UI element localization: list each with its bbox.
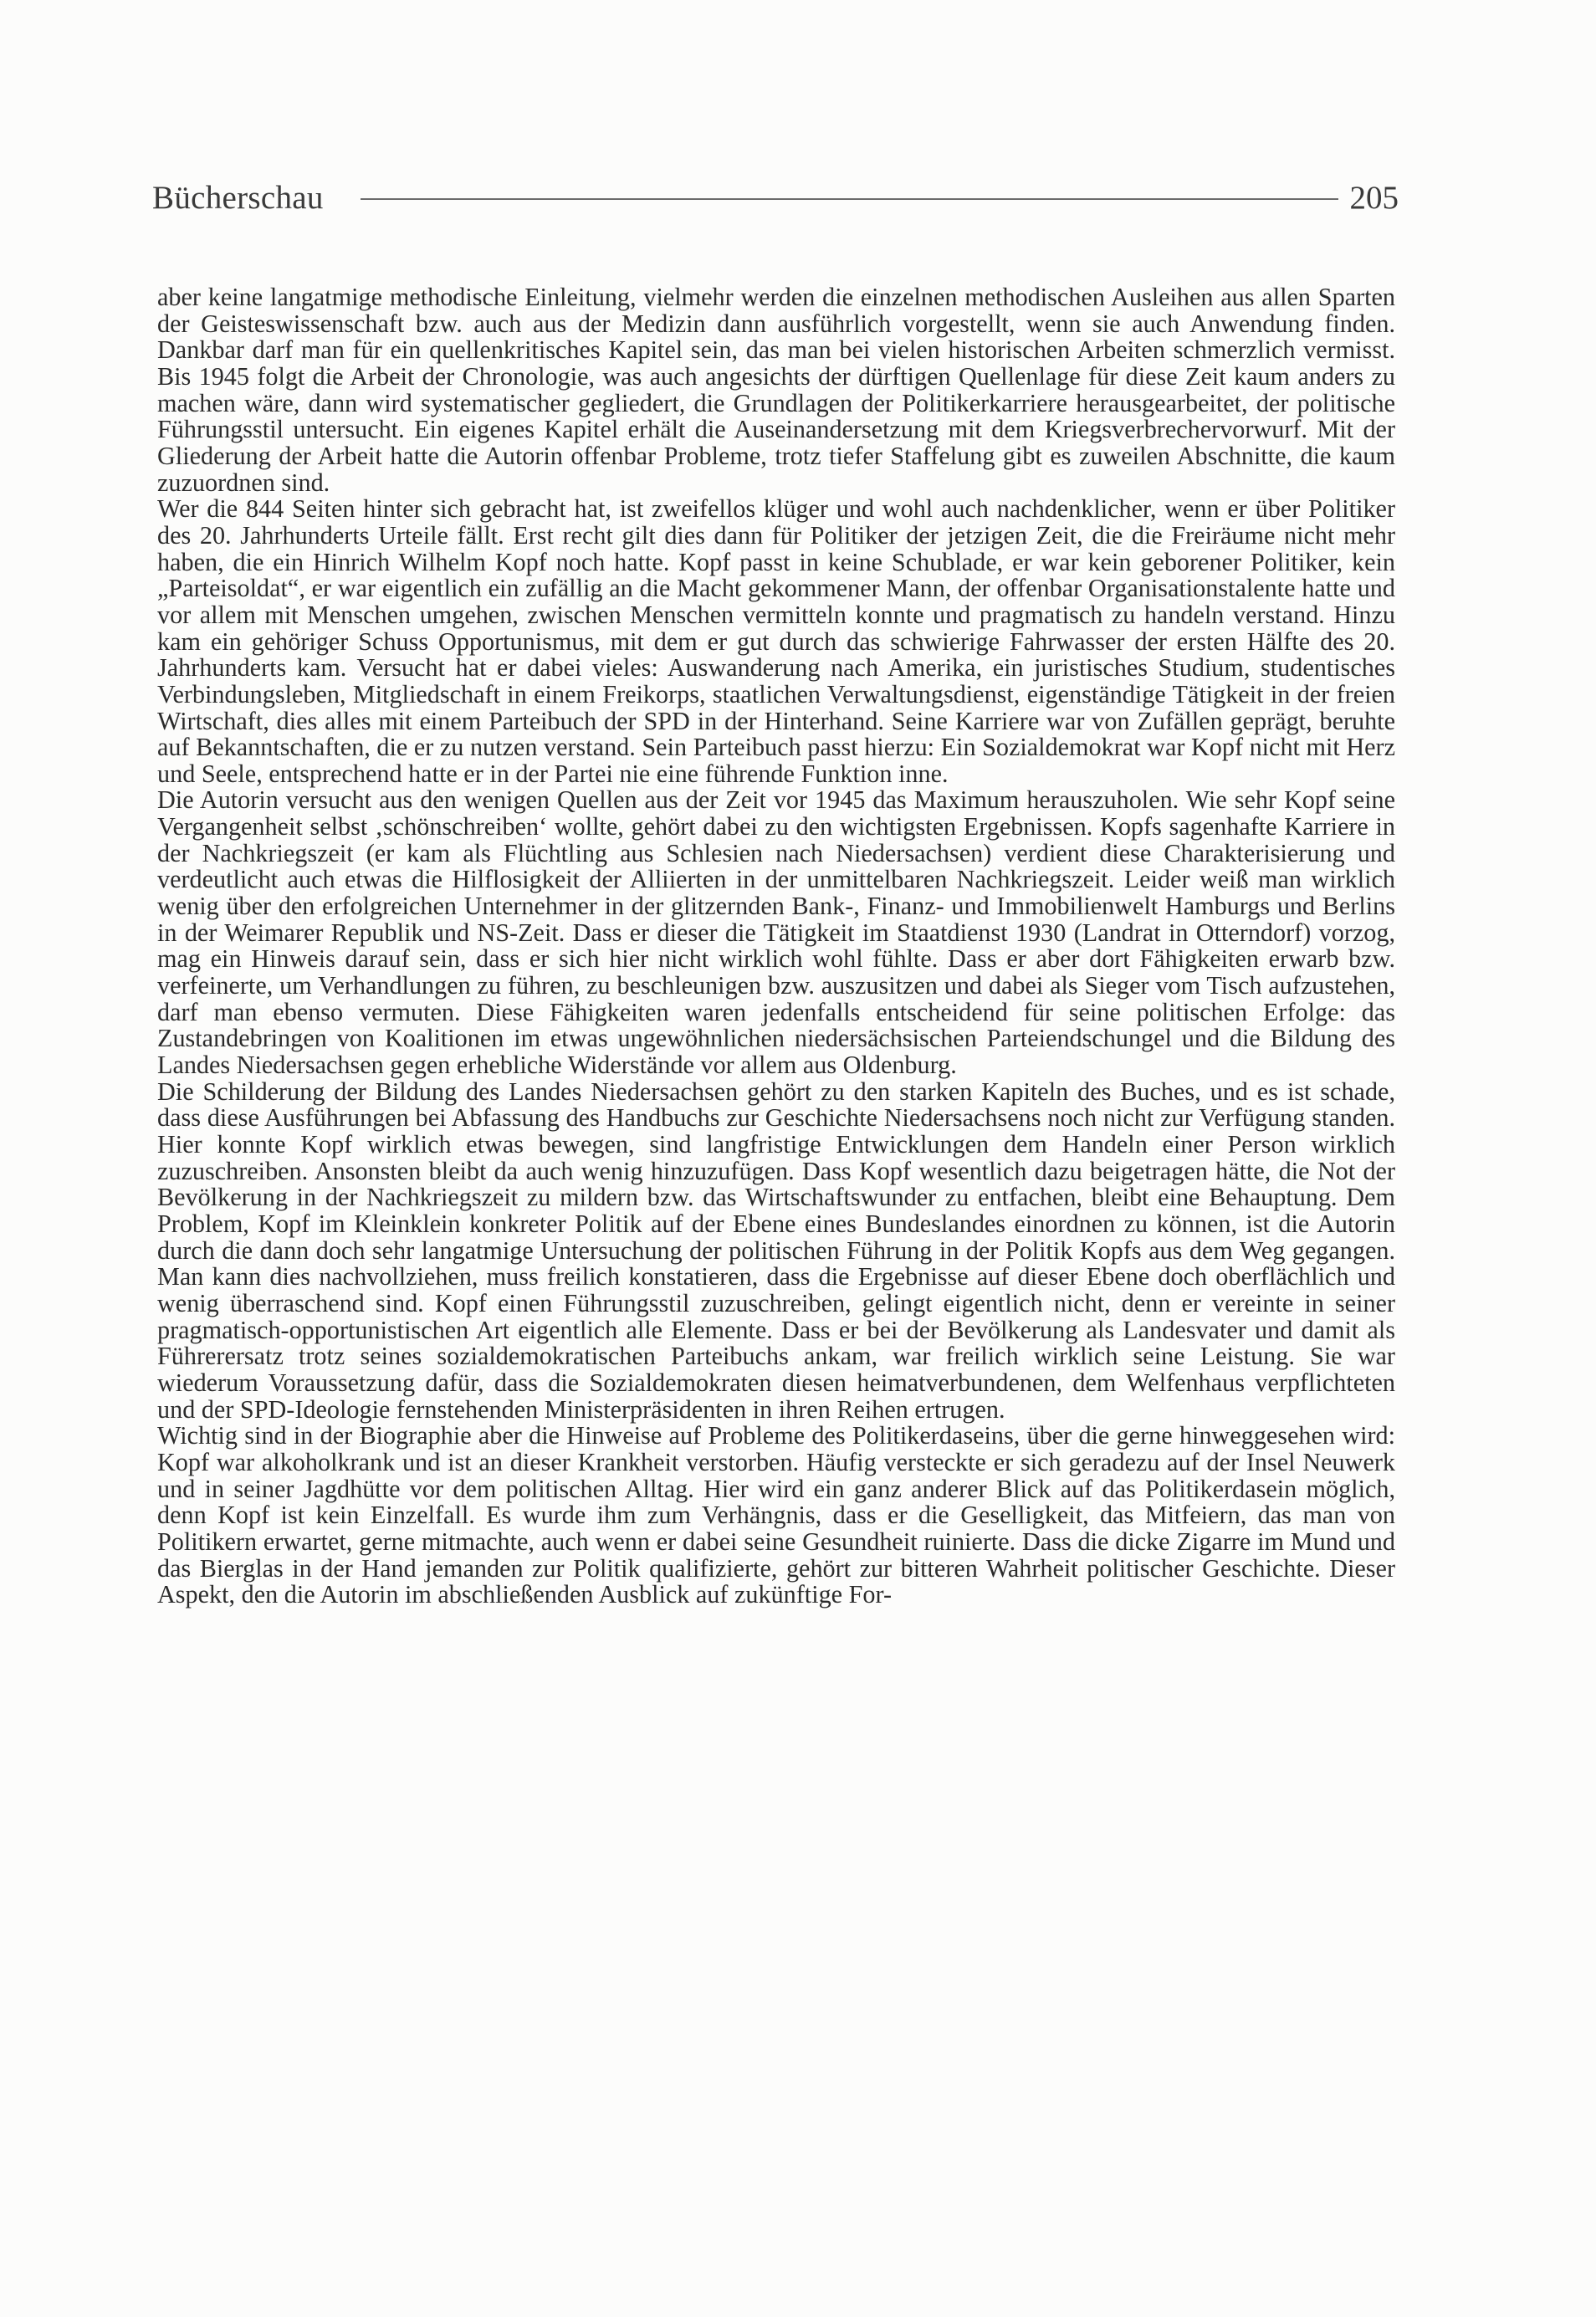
header-rule [361,198,1338,200]
paragraph: aber keine langatmige methodische Einleitung, vielmehr werden die einzelnen methodischen Ausleihen aus allen Sparten der Geisteswissenschaft bzw. auch aus der Medizin dann ausführlich vorgestellt, wenn sie auch Anwendung finden. Dankbar darf man für ein quellenkritisches Kapitel sein, das man bei vielen historischen Arbeiten schmerzlich vermisst. Bis 1945 folgt die Arbeit der Chronologie, was auch angesichts der dürftigen Quellenlage für diese Zeit kaum anders zu machen wäre, dann wird systematischer gegliedert, die Grundlagen der Politikerkarriere herausgearbeitet, der politische Führungsstil untersucht. Ein eigenes Kapitel erhält die Auseinandersetzung mit dem Kriegsverbrechervorwurf. Mit der Gliederung der Arbeit hatte die Autorin offenbar Probleme, trotz tiefer Staffelung gibt es zuweilen Abschnitte, die kaum zuzuordnen sind. [157,283,1395,497]
body-text [157,284,1395,1609]
paragraph: Die Schilderung der Bildung des Landes Niedersachsen gehört zu den starken Kapiteln des Buches, und es ist schade, dass diese Ausführungen bei Abfassung des Handbuchs zur Geschichte Niedersachsens noch nicht zur Verfügung standen. Hier konnte Kopf wirklich etwas bewegen, sind langfristige Entwicklungen dem Handeln einer Person wirklich zuzuschreiben. Ansonsten bleibt da auch wenig hinzuzufügen. Dass Kopf wesentlich dazu beigetragen hätte, die Not der Bevölkerung in der Nachkriegszeit zu mildern bzw. das Wirtschaftswunder zu entfachen, bleibt eine Behauptung. Dem Problem, Kopf im Kleinklein konkreter Politik auf der Ebene eines Bundeslandes einordnen zu können, ist die Autorin durch die dann doch sehr langatmige Untersuchung der politischen Führung in der Politik Kopfs aus dem Weg gegangen. Man kann dies nachvollziehen, muss freilich konstatieren, dass die Ergebnisse auf dieser Ebene doch oberflächlich und wenig überraschend sind. Kopf einen Führungsstil zuzuschreiben, gelingt eigentlich nicht, denn er vereinte in seiner pragmatisch-opportunistischen Art eigentlich alle Elemente. Dass er bei der Bevölkerung als Landesvater und damit als Führerersatz trotz seines sozialdemokratischen Parteibuchs ankam, war freilich wirklich seine Leistung. Sie war wiederum Voraussetzung dafür, dass die Sozialdemokraten diesen heimatverbundenen, dem Welfenhaus verpflichteten und der SPD-Ideologie fernstehenden Ministerpräsidenten in ihren Reihen ertrugen. [157,1077,1395,1424]
running-header [152,179,1399,226]
paragraph: Wichtig sind in der Biographie aber die Hinweise auf Probleme des Politikerdaseins, über die gerne hinweggesehen wird: Kopf war alkoholkrank und ist an dieser Krankheit verstorben. Häufig versteckte er sich geradezu auf der Insel Neuwerk und in seiner Jagdhütte vor dem politischen Alltag. Hier wird ein ganz anderer Blick auf das Politikerdasein möglich, denn Kopf ist kein Einzelfall. Es wurde ihm zum Verhängnis, dass er die Geselligkeit, das Mitfeiern, das man von Politikern erwartet, gerne mitmachte, auch wenn er dabei seine Gesundheit ruinierte. Dass die dicke Zigarre im Mund und das Bierglas in der Hand jemanden zur Politik qualifizierte, gehört zur bitteren Wahrheit politischer Geschichte. Dieser Aspekt, den die Autorin im abschließenden Ausblick auf zukünftige For- [157,1421,1395,1609]
section-title: Bücherschau [152,180,324,216]
page-number: 205 [1349,180,1399,216]
paragraph: Wer die 844 Seiten hinter sich gebracht hat, ist zweifellos klüger und wohl auch nachdenklicher, wenn er über Politiker des 20. Jahrhunderts Urteile fällt. Erst recht gilt dies dann für Politiker der jetzigen Zeit, die die Freiräume nicht mehr haben, die ein Hinrich Wilhelm Kopf noch hatte. Kopf passt in keine Schublade, er war kein geborener Politiker, kein „Parteisoldat“, er war eigentlich ein zufällig an die Macht gekommener Mann, der offenbar Organisationstalente hatte und vor allem mit Menschen umgehen, zwischen Menschen vermitteln konnte und pragmatisch zu handeln verstand. Hinzu kam ein gehöriger Schuss Opportunismus, mit dem er gut durch das schwierige Fahrwasser der ersten Hälfte des 20. Jahrhunderts kam. Versucht hat er dabei vieles: Auswanderung nach Amerika, ein juristisches Studium, studentisches Verbindungsleben, Mitgliedschaft in einem Freikorps, staatlichen Verwaltungsdienst, eigenständige Tätigkeit in der freien Wirtschaft, dies alles mit einem Parteibuch der SPD in der Hinterhand. Seine Karriere war von Zufällen geprägt, beruhte auf Bekanntschaften, die er zu nutzen verstand. Sein Parteibuch passt hierzu: Ein Sozialdemokrat war Kopf nicht mit Herz und Seele, entsprechend hatte er in der Partei nie eine führende Funktion inne. [157,494,1395,788]
paragraph: Die Autorin versucht aus den wenigen Quellen aus der Zeit vor 1945 das Maximum herauszuholen. Wie sehr Kopf seine Vergangenheit selbst ‚schönschreiben‘ wollte, gehört dabei zu den wichtigsten Ergebnissen. Kopfs sagenhafte Karriere in der Nachkriegszeit (er kam als Flüchtling aus Schlesien nach Niedersachsen) verdient diese Charakterisierung und verdeutlicht auch etwas die Hilflosigkeit der Alliierten in der unmittelbaren Nachkriegszeit. Leider weiß man wirklich wenig über den erfolgreichen Unternehmer in der glitzernden Bank-, Finanz- und Immobilienwelt Hamburgs und Berlins in der Weimarer Republik und NS-Zeit. Dass er dieser die Tätigkeit im Staatdienst 1930 (Landrat in Otterndorf) vorzog, mag ein Hinweis darauf sein, dass er sich hier nicht wirklich wohl fühlte. Dass er aber dort Fähigkeiten erwarb bzw. verfeinerte, um Verhandlungen zu führen, zu beschleunigen bzw. auszusitzen und dabei als Sieger vom Tisch aufzustehen, darf man ebenso vermuten. Diese Fähigkeiten waren jedenfalls entscheidend für seine politischen Erfolge: das Zustandebringen von Koalitionen im etwas ungewöhnlichen niedersächsischen Parteiendschungel und die Bildung des Landes Niedersachsen gegen erhebliche Widerstände vor allem aus Oldenburg. [157,785,1395,1080]
